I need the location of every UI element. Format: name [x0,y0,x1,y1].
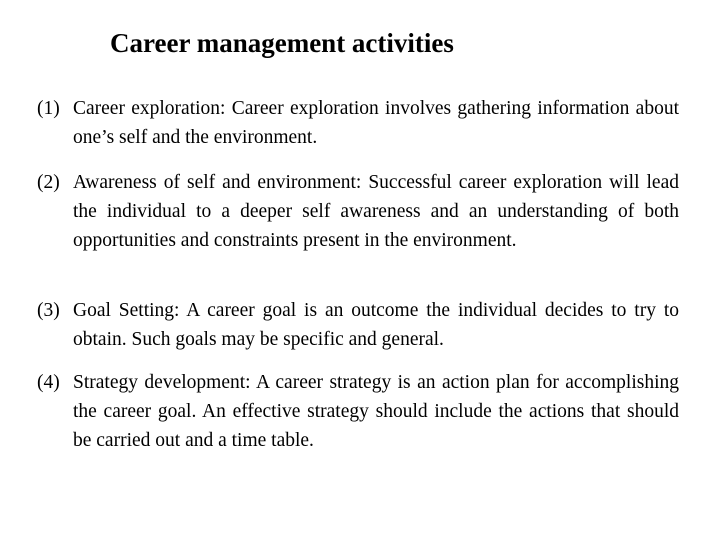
item-text: Strategy development: A career strategy is an action plan for accomplishing the career goal. An effective strategy should include the actions that should be carried out and a time table. [73,372,679,451]
item-number: (3) [37,300,60,321]
list-item [37,168,679,255]
list-item [37,94,679,152]
item-text: Career exploration: Career exploration involves gathering information about one’s self and the environment. [73,98,679,148]
item-number: (4) [37,372,60,393]
item-number: (1) [37,98,60,119]
list-item [37,368,679,455]
list-item [37,296,679,354]
item-text: Goal Setting: A career goal is an outcome the individual decides to try to obtain. Such goals may be specific and general. [73,300,679,350]
item-text: Awareness of self and environment: Successful career exploration will lead the individual to a deeper self awareness and an understanding of both opportunities and constraints present in the environment. [73,172,679,251]
item-number: (2) [37,172,60,193]
slide-title: Career management activities [110,28,454,58]
